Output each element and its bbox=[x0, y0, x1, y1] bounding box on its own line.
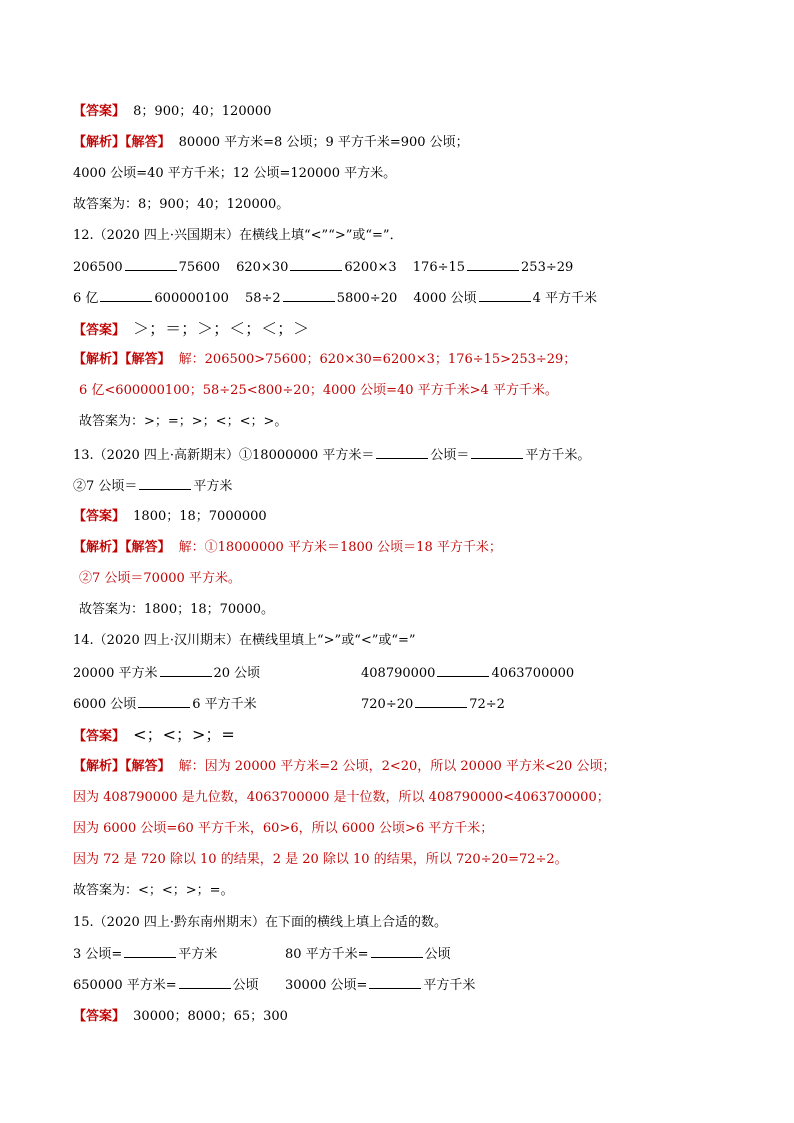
stem-text: 平方千米。 bbox=[525, 448, 591, 463]
analysis-tag: 【解析】【解答】 bbox=[73, 352, 171, 367]
answer-tag: 【答案】 bbox=[73, 1009, 126, 1024]
answer-text: <；<；>；= bbox=[133, 725, 235, 744]
fill-blank[interactable] bbox=[125, 258, 177, 271]
expr: 72÷2 bbox=[469, 697, 505, 712]
answer-line-top bbox=[73, 103, 271, 121]
fill-blank[interactable] bbox=[139, 477, 191, 490]
conclusion-line: 故答案为：1800；18；70000。 bbox=[79, 602, 274, 617]
expr: 720÷20 bbox=[361, 697, 414, 712]
conclusion-line: 故答案为：8；900；40；120000。 bbox=[73, 197, 290, 212]
analysis-line: 因为 6000 公顷=60 平方千米，60>6，所以 6000 公顷>6 平方千米； bbox=[73, 821, 494, 836]
analysis-line bbox=[73, 758, 615, 776]
fill-blank[interactable] bbox=[179, 976, 231, 989]
expr: 58÷2 bbox=[245, 291, 281, 306]
answer-tag: 【答案】 bbox=[73, 509, 126, 524]
answer-tag: 【答案】 bbox=[73, 104, 126, 119]
analysis-tag: 【解析】【解答】 bbox=[73, 540, 171, 555]
answer-text: 1800；18；7000000 bbox=[133, 509, 267, 524]
question-13-stem bbox=[73, 446, 590, 465]
question-15-stem: 15.（2020 四上·黔东南州期末）在下面的横线上填上合适的数。 bbox=[73, 915, 448, 930]
expr: 176÷15 bbox=[412, 260, 466, 275]
conclusion-line: 故答案为：<；<；>；=。 bbox=[73, 883, 234, 898]
expr: 6000 公顷 bbox=[73, 697, 137, 712]
expr: 408790000 bbox=[361, 666, 436, 681]
fill-blank[interactable] bbox=[290, 258, 342, 271]
expr: 30000 公顷= bbox=[285, 978, 368, 993]
answer-tag: 【答案】 bbox=[73, 323, 126, 338]
analysis-line: 4000 公顷=40 平方千米；12 公顷=120000 平方米。 bbox=[73, 166, 397, 181]
question-15-row2 bbox=[73, 976, 475, 995]
expr: 253÷29 bbox=[521, 260, 574, 275]
expr: 公顷 bbox=[424, 947, 451, 962]
expr: 620×30 bbox=[236, 260, 289, 275]
fill-blank[interactable] bbox=[471, 446, 523, 459]
stem-text: 平方米 bbox=[193, 479, 233, 494]
answer-text: ＞；＝；＞；＜；＜；＞ bbox=[133, 319, 310, 338]
analysis-tag: 【解析】【解答】 bbox=[73, 759, 171, 774]
stem-text: ②7 公顷＝ bbox=[73, 479, 138, 494]
analysis-line bbox=[73, 351, 576, 369]
expr: 20 公顷 bbox=[213, 666, 261, 681]
question-13-line2 bbox=[73, 477, 232, 496]
analysis-line bbox=[73, 539, 502, 557]
stem-text: 13.（2020 四上·高新期末）①18000000 平方米＝ bbox=[73, 448, 375, 463]
fill-blank[interactable] bbox=[124, 945, 176, 958]
expr: 206500 bbox=[73, 260, 123, 275]
fill-blank[interactable] bbox=[283, 289, 335, 302]
expr: 80 平方千米= bbox=[285, 947, 369, 962]
expr: 3 公顷= bbox=[73, 947, 123, 962]
answer-line-15 bbox=[73, 1008, 288, 1026]
question-14-stem: 14.（2020 四上·汉川期末）在横线里填上“>”或“<”或“=” bbox=[73, 633, 416, 648]
expr: 4 平方千米 bbox=[532, 291, 598, 306]
answer-tag: 【答案】 bbox=[73, 729, 126, 744]
analysis-tag: 【解析】【解答】 bbox=[73, 135, 171, 150]
fill-blank[interactable] bbox=[376, 446, 428, 459]
fill-blank[interactable] bbox=[415, 695, 467, 708]
analysis-text: 解：因为 20000 平方米=2 公顷，2<20，所以 20000 平方米<20 公顷； bbox=[178, 759, 616, 774]
expr: 650000 平方米= bbox=[73, 978, 177, 993]
analysis-line: ②7 公顷＝70000 平方米。 bbox=[79, 571, 241, 586]
fill-blank[interactable] bbox=[100, 289, 152, 302]
question-15-row1 bbox=[73, 945, 451, 964]
analysis-line bbox=[73, 134, 469, 152]
analysis-line: 因为 72 是 720 除以 10 的结果，2 是 20 除以 10 的结果，所以 720÷20=72÷2。 bbox=[73, 852, 568, 867]
analysis-line: 6 亿<600000100；58÷25<800÷20；4000 公顷=40 平方千米>4 平方千米。 bbox=[79, 383, 558, 398]
analysis-text: 解：206500>75600；620×30=6200×3；176÷15>253÷29； bbox=[178, 352, 577, 367]
question-12-row2 bbox=[73, 289, 597, 308]
question-12-row1 bbox=[73, 258, 573, 277]
answer-line-14 bbox=[73, 726, 235, 746]
expr: 6 亿 bbox=[73, 291, 99, 306]
answer-text: 30000；8000；65；300 bbox=[133, 1009, 288, 1024]
question-14-row2 bbox=[73, 695, 505, 714]
fill-blank[interactable] bbox=[138, 695, 190, 708]
answer-line-13 bbox=[73, 508, 267, 526]
fill-blank[interactable] bbox=[467, 258, 519, 271]
expr: 600000100 bbox=[154, 291, 229, 306]
expr: 6200×3 bbox=[344, 260, 397, 275]
expr: 4063700000 bbox=[491, 666, 575, 681]
fill-blank[interactable] bbox=[437, 664, 489, 677]
fill-blank[interactable] bbox=[160, 664, 212, 677]
analysis-text: 80000 平方米=8 公顷；9 平方千米=900 公顷； bbox=[178, 135, 469, 150]
expr: 6 平方千米 bbox=[192, 697, 257, 712]
expr: 平方米 bbox=[178, 947, 218, 962]
expr: 75600 bbox=[178, 260, 220, 275]
expr: 平方千米 bbox=[423, 978, 476, 993]
stem-text: 公顷＝ bbox=[430, 448, 470, 463]
expr: 5800÷20 bbox=[336, 291, 398, 306]
answer-text: 8；900；40；120000 bbox=[133, 104, 272, 119]
conclusion-line: 故答案为：>；=；>；<；<；>。 bbox=[79, 414, 288, 429]
analysis-line: 因为 408790000 是九位数，4063700000 是十位数，所以 408790000<4063700000； bbox=[73, 790, 610, 805]
fill-blank[interactable] bbox=[369, 976, 421, 989]
fill-blank[interactable] bbox=[371, 945, 423, 958]
question-14-row1 bbox=[73, 664, 574, 683]
expr: 公顷 bbox=[232, 978, 259, 993]
expr: 4000 公顷 bbox=[413, 291, 477, 306]
fill-blank[interactable] bbox=[479, 289, 531, 302]
answer-line-12 bbox=[73, 320, 309, 340]
analysis-text: 解：①18000000 平方米＝1800 公顷＝18 平方千米； bbox=[178, 540, 502, 555]
expr: 20000 平方米 bbox=[73, 666, 158, 681]
question-12-stem: 12.（2020 四上·兴国期末）在横线上填“<”“>”或“=”． bbox=[73, 228, 403, 243]
